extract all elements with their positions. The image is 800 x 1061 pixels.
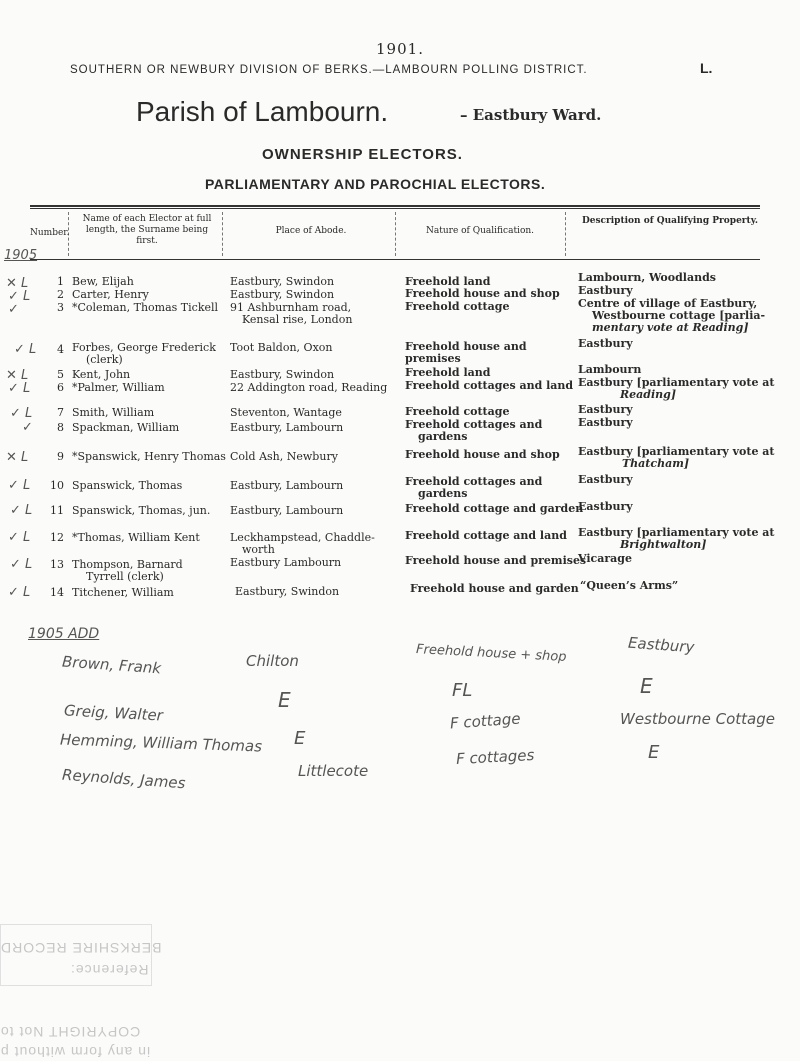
qualification-nature: Freehold cottages and [405,475,543,488]
elector-number: 10 [50,479,64,492]
division-heading: SOUTHERN OR NEWBURY DIVISION OF BERKS.—LAMBOURN POLLING DISTRICT. [70,64,588,76]
elector-number: 8 [57,421,64,434]
check-mark: ✕ L [6,450,29,465]
added-elector-abode: Littlecote [298,762,369,780]
elector-name: Forbes, George Frederick [72,341,216,354]
check-mark: ✓ L [8,530,31,545]
qualification-nature: Freehold cottage [405,300,510,313]
ward-title: – Eastbury Ward. [460,106,602,124]
added-elector-name: Reynolds, James [61,765,187,793]
qualification-nature: Freehold house and shop [405,287,560,300]
table-top-rule [30,205,760,207]
qualification-nature-line2: premises [405,352,461,365]
elector-abode: Eastbury Lambourn [230,556,342,569]
elector-name: Kent, John [72,368,131,381]
qualification-nature: Freehold house and [405,340,527,353]
elector-abode: 91 Ashburnham road, [230,301,352,314]
added-elector-abode: Chilton [246,652,299,670]
parish-title: Parish of Lambourn. [136,96,389,127]
check-mark: ✕ L [6,276,29,291]
column-header-property: Description of Qualifying Property. [581,216,759,226]
added-elector-property: Eastbury [627,633,695,657]
column-header-abode: Place of Abode. [275,226,347,236]
added-elector-nature: FL [452,680,473,701]
elector-number: 4 [57,343,64,356]
check-mark: ✓ L [8,289,31,304]
added-elector-property: E [648,742,660,763]
check-mark: ✓ [22,420,33,435]
qualifying-property: Lambourn [578,363,642,376]
elector-name: Smith, William [72,406,155,419]
qualifying-property: Eastbury [578,403,633,416]
additions-heading: 1905 ADD [28,626,100,642]
check-mark: ✓ L [10,557,33,572]
qualifying-property-line2: Brightwalton] [620,538,707,551]
added-elector-nature: F cottages [455,745,535,769]
elector-number: 5 [57,368,64,381]
check-mark: ✓ L [8,478,31,493]
district-letter: L. [700,60,713,76]
elector-name: *Spanswick, Henry Thomas [72,450,226,463]
elector-name: Titchener, William [72,586,174,599]
elector-abode: Eastbury, Swindon [235,585,340,598]
qualifying-property-line3: mentary vote at Reading] [592,321,749,334]
ownership-heading: OWNERSHIP ELECTORS. [262,146,463,163]
elector-name-line2: Tyrrell (clerk) [86,570,164,583]
column-divider [565,212,566,256]
qualification-nature: Freehold house and premises [405,554,587,567]
elector-number: 14 [50,586,64,599]
elector-number: 12 [50,531,64,544]
qualifying-property: Eastbury [578,416,633,429]
qualifying-property: Eastbury [578,337,633,350]
table-header-rule [30,259,760,260]
elector-abode: Leckhampstead, Chaddle- [230,531,375,544]
qualifying-property: Eastbury [parliamentary vote at [578,445,775,458]
elector-number: 9 [57,450,64,463]
elector-name: Bew, Elijah [72,275,134,288]
elector-name: Spanswick, Thomas [72,479,183,492]
added-elector-abode: E [294,728,306,749]
check-mark: ✓ [8,302,19,317]
elector-abode: Steventon, Wantage [230,406,342,419]
elector-abode-line2: worth [242,543,275,556]
elector-abode: Eastbury, Lambourn [230,504,344,517]
qualifying-property: Lambourn, Woodlands [578,271,716,284]
elector-name: *Palmer, William [72,381,165,394]
table-top-rule-thin [30,208,760,209]
elector-number: 11 [50,504,64,517]
column-header-number: Number. [30,228,70,238]
elector-number: 13 [50,558,64,571]
stamp-line: Reference: [70,962,149,978]
qualifying-property-line2: Westbourne cottage [parlia- [592,309,766,322]
qualification-nature: Freehold cottage and land [405,529,567,542]
elector-abode: 22 Addington road, Reading [230,381,388,394]
elector-name: *Thomas, William Kent [72,531,200,544]
added-elector-property: Westbourne Cottage [620,710,775,728]
qualifying-property: Eastbury [578,473,633,486]
elector-number: 7 [57,406,64,419]
check-mark: ✓ L [8,585,31,600]
qualification-nature: Freehold cottage and garden [405,502,584,515]
added-elector-name: Brown, Frank [61,652,162,678]
column-header-name: Name of each Elector at full length, the Surname being first. [82,214,212,246]
elector-name-line2: (clerk) [86,353,123,366]
column-divider [395,212,396,256]
elector-number: 2 [57,288,64,301]
check-mark: ✓ L [10,503,33,518]
check-mark: ✓ L [14,342,37,357]
elector-abode: Eastbury, Swindon [230,288,335,301]
qualifying-property: Eastbury [578,500,633,513]
elector-number: 6 [57,381,64,394]
qualifying-property: Centre of village of Eastbury, [578,297,758,310]
qualification-nature: Freehold house and shop [405,448,560,461]
stamp-line: BERKSHIRE RECORD [0,940,162,956]
qualifying-property: Eastbury [parliamentary vote at [578,526,775,539]
column-header-nature: Nature of Qualification. [425,226,535,236]
elector-abode: Eastbury, Swindon [230,275,335,288]
qualifying-property: “Queen’s Arms” [580,579,679,592]
qualifying-property: Eastbury [578,284,633,297]
added-elector-nature: F cottage [449,709,522,733]
elector-abode-line2: Kensal rise, London [242,313,353,326]
elector-abode: Eastbury, Swindon [230,368,335,381]
elector-abode: Eastbury, Lambourn [230,421,344,434]
added-elector-name: Hemming, William Thomas [59,730,263,756]
qualification-nature: Freehold land [405,366,491,379]
qualification-nature-line2: gardens [418,487,468,500]
elector-abode: Eastbury, Lambourn [230,479,344,492]
elector-number: 1 [57,275,64,288]
column-divider [222,212,223,256]
qualifying-property-line2: Reading] [620,388,677,401]
elector-name: Spackman, William [72,421,180,434]
check-mark: ✓ L [8,381,31,396]
margin-year-note: 1905 [4,248,38,263]
added-elector-nature: Freehold house + shop [415,642,567,665]
page-year: 1901. [376,40,424,58]
elector-abode: Cold Ash, Newbury [230,450,338,463]
added-elector-property: E [640,674,653,698]
qualification-nature: Freehold house and garden [410,582,579,595]
added-elector-abode: E [278,688,291,712]
qualification-nature: Freehold cottages and [405,418,543,431]
qualification-nature: Freehold cottage [405,405,510,418]
qualifying-property: Eastbury [parliamentary vote at [578,376,775,389]
qualification-nature: Freehold cottages and land [405,379,574,392]
elector-number: 3 [57,301,64,314]
elector-abode: Toot Baldon, Oxon [230,341,333,354]
qualifying-property: Vicarage [578,552,632,565]
check-mark: ✓ L [10,406,33,421]
stamp-line: COPYRIGHT Not to [0,1024,141,1040]
check-mark: ✕ L [6,368,29,383]
qualification-nature: Freehold land [405,275,491,288]
elector-name: Thompson, Barnard [72,558,183,571]
elector-name: Spanswick, Thomas, jun. [72,504,211,517]
parliamentary-heading: PARLIAMENTARY AND PAROCHIAL ELECTORS. [205,176,546,192]
added-elector-name: Greig, Walter [63,701,164,725]
qualification-nature-line2: gardens [418,430,468,443]
qualifying-property-line2: Thatcham] [622,457,690,470]
elector-name: Carter, Henry [72,288,149,301]
elector-name: *Coleman, Thomas Tickell [72,301,219,314]
stamp-line: in any form without p [0,1044,151,1060]
